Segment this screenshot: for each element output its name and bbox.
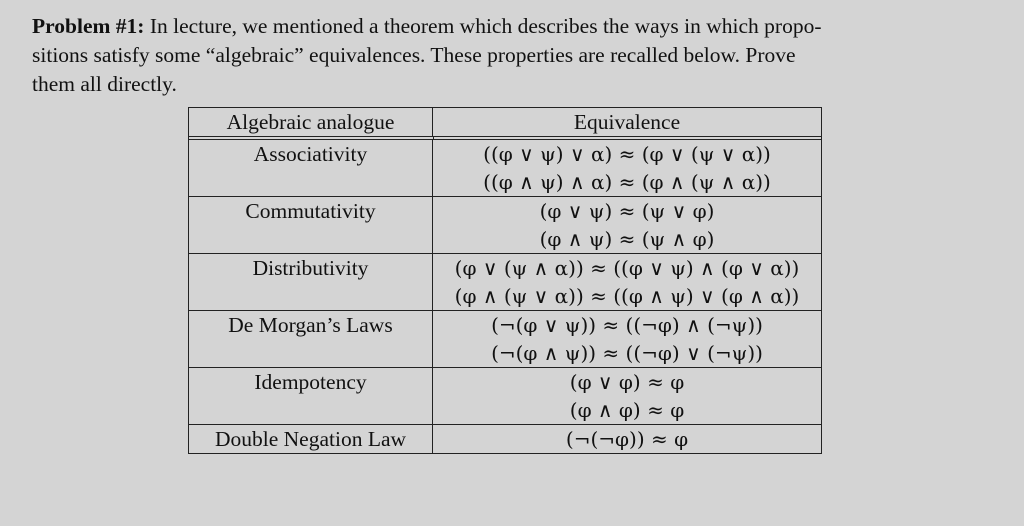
row-equivalences [433,140,821,196]
problem-text-3: them all directly. [32,72,177,96]
problem-line-1 [32,12,984,41]
equivalence-table [188,107,822,454]
equivalence-line: (¬(φ ∨ ψ)) ≈ ((¬φ) ∧ (¬ψ)) [491,313,763,337]
equivalence-line: ((φ ∨ ψ) ∨ α) ≈ (φ ∨ (ψ ∨ α)) [483,142,771,166]
equivalence-line: ((φ ∧ ψ) ∧ α) ≈ (φ ∧ (ψ ∧ α)) [483,170,771,194]
row-name: Distributivity [189,254,433,310]
equivalence-line: (φ ∨ φ) ≈ φ [569,370,685,394]
equivalence-line: (φ ∧ (ψ ∨ α)) ≈ ((φ ∧ ψ) ∨ (φ ∧ α)) [454,284,800,308]
problem-statement [32,12,984,99]
row-name: Associativity [189,140,433,196]
equivalence-line: (φ ∨ ψ) ≈ (ψ ∨ φ) [539,199,715,223]
equivalence-line: (φ ∧ ψ) ≈ (ψ ∧ φ) [539,227,715,251]
table-row-commutativity [188,197,822,254]
problem-label: Problem #1: [32,14,145,38]
row-equivalences [433,311,821,367]
header-algebraic-analogue: Algebraic analogue [189,108,433,136]
row-name: Commutativity [189,197,433,253]
table-row-de-morgans-laws [188,311,822,368]
row-name: De Morgan’s Laws [189,311,433,367]
table-row-double-negation-law [188,425,822,454]
problem-text-1: In lecture, we mentioned a theorem which describes the ways in which propo- [149,14,822,38]
header-equivalence: Equivalence [573,110,681,134]
table-row-distributivity [188,254,822,311]
row-equivalences [433,368,821,424]
table-row-associativity [188,140,822,197]
equivalence-line: (¬(¬φ)) ≈ φ [565,427,689,451]
row-name: Double Negation Law [189,425,433,453]
equivalence-line: (¬(φ ∧ ψ)) ≈ ((¬φ) ∨ (¬ψ)) [491,341,763,365]
table-row-idempotency [188,368,822,425]
row-equivalences [433,254,821,310]
table-header-row [188,107,822,137]
problem-text-2: sitions satisfy some “algebraic” equivalences. These properties are recalled below. Prove [32,43,796,67]
equivalence-line: (φ ∨ (ψ ∧ α)) ≈ ((φ ∨ ψ) ∧ (φ ∨ α)) [454,256,800,280]
row-name: Idempotency [189,368,433,424]
row-equivalences [433,197,821,253]
row-equivalences [433,425,821,453]
equivalence-line: (φ ∧ φ) ≈ φ [569,398,685,422]
